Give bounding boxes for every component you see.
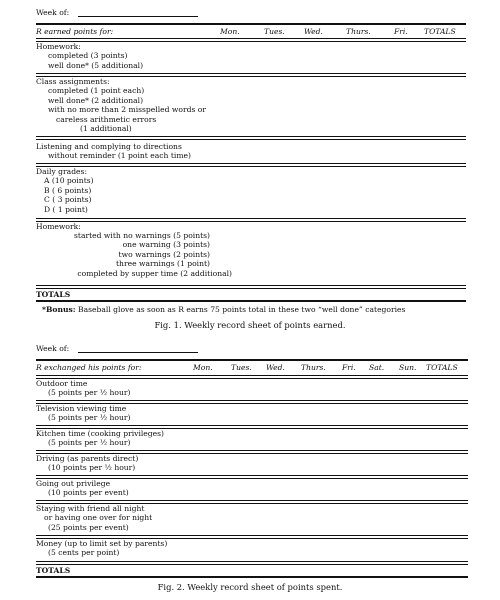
week-label-2: Week of:: [36, 344, 70, 353]
item-outdoor-time: [36, 379, 130, 398]
section-title: Listening and complying to directions: [36, 142, 182, 151]
section-line: without reminder (1 point each time): [48, 151, 191, 161]
day-header-totals-2: TOTALS: [426, 363, 458, 372]
item-going-out: [36, 479, 129, 498]
row-rule: [36, 561, 468, 565]
item-line: (10 points per ½ hour): [48, 463, 136, 473]
header-label-1: R earned points for:: [36, 27, 114, 36]
row-rule: [36, 136, 466, 140]
item-title: Kitchen time (cooking privileges): [36, 429, 165, 438]
totals-rule-2: [36, 576, 468, 578]
item-line: (5 cents per point): [48, 548, 120, 558]
item-driving: [36, 454, 138, 473]
day-header-fri: Fri.: [394, 27, 408, 36]
row-rule: [36, 163, 466, 167]
item-title: Money (up to limit set by parents): [36, 539, 168, 548]
section-homework-2-lines: [60, 231, 232, 278]
totals-label-2: TOTALS: [36, 566, 71, 575]
section-line: C ( 3 points): [44, 195, 92, 205]
week-blank-line-1: [78, 16, 198, 17]
item-staying-with-friend: [36, 504, 152, 532]
item-line: (25 points per event): [48, 522, 129, 532]
bonus-note: [42, 305, 405, 314]
item-line: (5 points per ½ hour): [48, 438, 131, 448]
day-header-thurs-2: Thurs.: [301, 363, 326, 372]
section-homework-2-title: Homework:: [36, 222, 81, 231]
day-header-tues: Tues.: [264, 27, 285, 36]
bonus-label: *Bonus:: [42, 305, 76, 314]
figure-caption-2: Fig. 2. Weekly record sheet of points spent.: [157, 582, 343, 592]
day-header-totals: TOTALS: [424, 27, 456, 36]
section-line: careless arithmetic errors: [56, 114, 157, 124]
item-kitchen-time: [36, 429, 164, 448]
item-title: Television viewing time: [36, 404, 127, 413]
item-title: Staying with friend all night: [36, 504, 145, 513]
section-line: three warnings (1 point): [116, 259, 210, 269]
section-listening: [36, 142, 191, 161]
day-header-wed-2: Wed.: [266, 363, 285, 372]
day-header-sun-2: Sun.: [399, 363, 417, 372]
top-rule-1: [36, 23, 466, 25]
totals-rule-1: [36, 300, 466, 302]
row-rule: [36, 285, 466, 289]
section-title: Homework:: [36, 42, 81, 51]
bonus-text: Baseball glove as soon as R earns 75 points total in these two “well done” categories: [78, 305, 406, 314]
section-line: one warning (3 points): [122, 240, 210, 250]
section-line: B ( 6 points): [44, 185, 92, 195]
day-header-tues-2: Tues.: [231, 363, 252, 372]
totals-label-1: TOTALS: [36, 290, 71, 299]
day-header-thurs: Thurs.: [346, 27, 371, 36]
week-blank-line-2: [78, 352, 198, 353]
item-title: Going out privilege: [36, 479, 111, 488]
week-label-1: Week of:: [36, 8, 70, 17]
day-header-mon: Mon.: [220, 27, 240, 36]
day-header-wed: Wed.: [304, 27, 323, 36]
section-title: Class assignments:: [36, 77, 110, 86]
section-daily-grades: [36, 167, 94, 214]
row-rule: [36, 218, 466, 222]
item-line: (5 points per ½ hour): [48, 413, 131, 423]
item-title: Driving (as parents direct): [36, 454, 139, 463]
section-line: two warnings (2 points): [118, 249, 210, 259]
section-line: well done* (5 additional): [48, 60, 144, 70]
day-header-mon-2: Mon.: [193, 363, 213, 372]
section-class-assignments: [36, 77, 206, 133]
item-television-time: [36, 404, 130, 423]
section-line: completed (3 points): [48, 51, 128, 61]
header-label-2: R exchanged his points for:: [36, 363, 142, 372]
item-title: Outdoor time: [36, 379, 88, 388]
section-homework-1: [36, 42, 143, 70]
item-line: (10 points per event): [48, 488, 129, 498]
item-money: [36, 539, 167, 558]
figure-caption-1: Fig. 1. Weekly record sheet of points earned.: [154, 320, 346, 330]
item-line: or having one over for night: [44, 513, 153, 523]
section-line: D ( 1 point): [44, 204, 88, 214]
top-rule-2: [36, 359, 468, 361]
section-line: started with no warnings (5 points): [74, 231, 210, 240]
section-line: completed by supper time (2 additional): [77, 268, 232, 278]
day-header-fri-2: Fri.: [342, 363, 356, 372]
section-line: A (10 points): [44, 176, 94, 186]
item-line: (5 points per ½ hour): [48, 388, 131, 398]
section-line: completed (1 point each): [48, 86, 145, 96]
section-line: well done* (2 additional): [48, 95, 144, 105]
section-title: Daily grades:: [36, 167, 88, 176]
day-header-sat-2: Sat.: [369, 363, 385, 372]
section-line: with no more than 2 misspelled words or: [48, 105, 206, 115]
section-line: (1 additional): [80, 124, 132, 134]
